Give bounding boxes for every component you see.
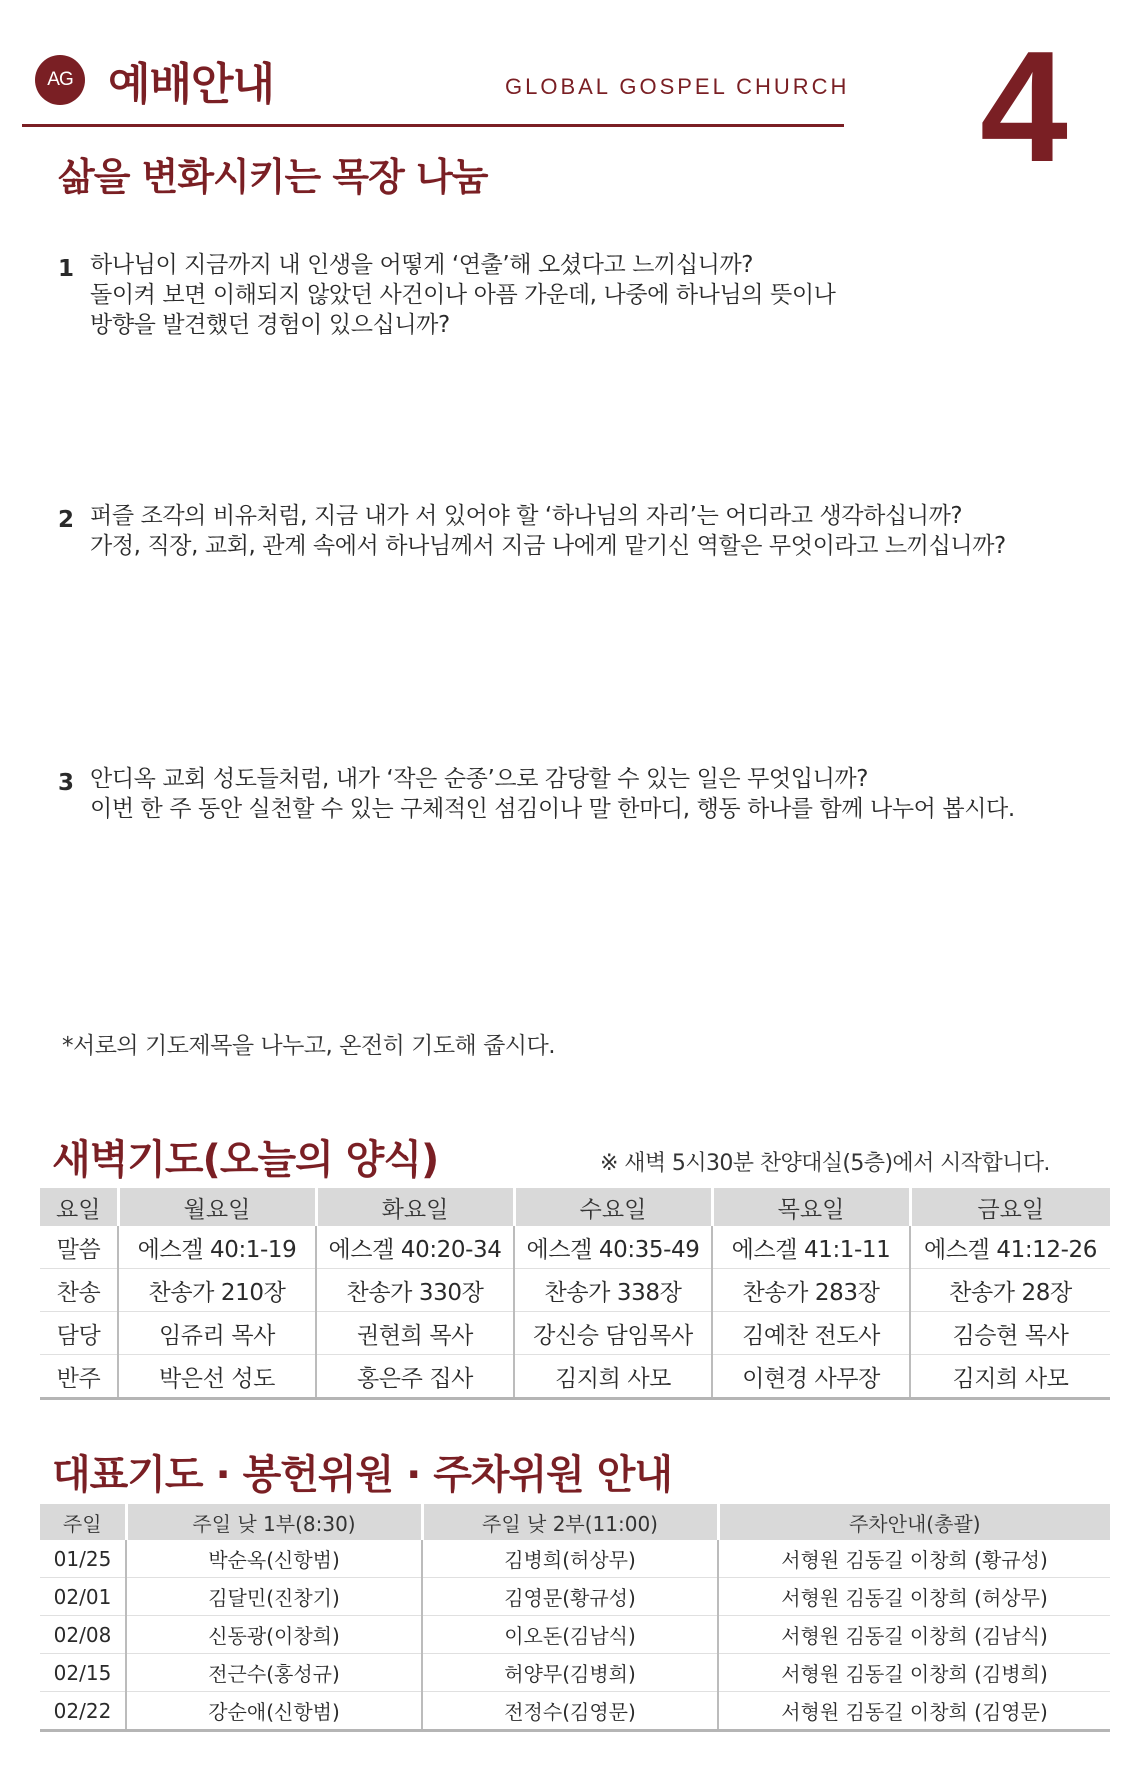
question-text: 안디옥 교회 성도들처럼, 내가 ‘작은 순종’으로 감당할 수 있는 일은 무엇입니까? 이번 한 주 동안 실천할 수 있는 구체적인 섬김이나 말 한마디, 행동 하나를 함께 나누어 봅시다.	[90, 766, 1015, 822]
table-cell: 홍은주 집사	[316, 1355, 514, 1399]
table-cell: 강순애(신항범)	[126, 1692, 422, 1731]
representatives-table	[40, 1504, 1110, 1732]
table-cell: 에스겔 41:1-11	[712, 1226, 910, 1269]
table-cell: 서형원 김동길 이창희 (김영문)	[718, 1692, 1110, 1731]
table-cell: 박은선 성도	[118, 1355, 316, 1399]
table-cell: 찬송가 330장	[316, 1269, 514, 1312]
row-header: 말씀	[40, 1226, 118, 1269]
header-divider	[22, 124, 844, 127]
date-cell: 02/08	[40, 1616, 126, 1654]
table-cell: 찬송가 210장	[118, 1269, 316, 1312]
table-cell: 김지희 사모	[514, 1355, 712, 1399]
table-cell: 에스겔 41:12-26	[910, 1226, 1110, 1269]
table-cell: 김지희 사모	[910, 1355, 1110, 1399]
table-cell: 서형원 김동길 이창희 (허상무)	[718, 1578, 1110, 1616]
table-header-row	[40, 1188, 1110, 1226]
column-header: 화요일	[316, 1188, 514, 1226]
cell-sharing-title: 삶을 변화시키는 목장 나눔	[58, 155, 488, 199]
table-cell: 권현희 목사	[316, 1312, 514, 1355]
table-cell: 에스겔 40:1-19	[118, 1226, 316, 1269]
table-row	[40, 1312, 1110, 1355]
table-cell: 찬송가 283장	[712, 1269, 910, 1312]
column-header: 주차안내(총괄)	[718, 1504, 1110, 1540]
column-header: 월요일	[118, 1188, 316, 1226]
date-cell: 01/25	[40, 1540, 126, 1578]
table-header-row	[40, 1504, 1110, 1540]
church-name: GLOBAL GOSPEL CHURCH	[505, 74, 850, 99]
dawn-prayer-title: 새벽기도(오늘의 양식)	[52, 1137, 439, 1183]
table-cell: 이오돈(김남식)	[422, 1616, 718, 1654]
dawn-prayer-note: ※ 새벽 5시30분 찬양대실(5층)에서 시작합니다.	[600, 1151, 1050, 1176]
table-cell: 김예찬 전도사	[712, 1312, 910, 1355]
table-row	[40, 1654, 1110, 1692]
table-row	[40, 1692, 1110, 1731]
table-cell: 이현경 사무장	[712, 1355, 910, 1399]
date-cell: 02/22	[40, 1692, 126, 1731]
table-cell: 김승현 목사	[910, 1312, 1110, 1355]
question-text: 하나님이 지금까지 내 인생을 어떻게 ‘연출’해 오셨다고 느끼십니까? 돌이켜 보면 이해되지 않았던 사건이나 아픔 가운데, 나중에 하나님의 뜻이나 방향을 발견했던 경험이 있으십니까?	[90, 252, 836, 338]
row-header: 반주	[40, 1355, 118, 1399]
table-cell: 김영문(황규성)	[422, 1578, 718, 1616]
table-row	[40, 1355, 1110, 1399]
table-cell: 서형원 김동길 이창희 (김남식)	[718, 1616, 1110, 1654]
table-row	[40, 1226, 1110, 1269]
question-number: 3	[58, 770, 75, 796]
table-cell: 김달민(진창기)	[126, 1578, 422, 1616]
table-cell: 서형원 김동길 이창희 (황규성)	[718, 1540, 1110, 1578]
page-number: 4	[980, 19, 1068, 195]
question-number: 1	[58, 256, 75, 282]
column-header: 주일	[40, 1504, 126, 1540]
question-text: 퍼즐 조각의 비유처럼, 지금 내가 서 있어야 할 ‘하나님의 자리’는 어디라고 생각하십니까? 가정, 직장, 교회, 관계 속에서 하나님께서 지금 나에게 맡기신 역할은 무엇이라고 느끼십니까?	[90, 503, 1006, 559]
table-row	[40, 1578, 1110, 1616]
date-cell: 02/01	[40, 1578, 126, 1616]
table-cell: 에스겔 40:35-49	[514, 1226, 712, 1269]
table-cell: 에스겔 40:20-34	[316, 1226, 514, 1269]
section-title: 예배안내	[108, 59, 275, 110]
row-header: 담당	[40, 1312, 118, 1355]
table-cell: 전근수(홍성규)	[126, 1654, 422, 1692]
table-cell: 김병희(허상무)	[422, 1540, 718, 1578]
table-cell: 찬송가 28장	[910, 1269, 1110, 1312]
table-cell: 임쥬리 목사	[118, 1312, 316, 1355]
table-cell: 허양무(김병희)	[422, 1654, 718, 1692]
column-header: 금요일	[910, 1188, 1110, 1226]
table-cell: 서형원 김동길 이창희 (김병희)	[718, 1654, 1110, 1692]
table-cell: 강신승 담임목사	[514, 1312, 712, 1355]
column-header: 수요일	[514, 1188, 712, 1226]
date-cell: 02/15	[40, 1654, 126, 1692]
column-header: 주일 낮 2부(11:00)	[422, 1504, 718, 1540]
row-header: 찬송	[40, 1269, 118, 1312]
table-row	[40, 1269, 1110, 1312]
table-cell: 신동광(이창희)	[126, 1616, 422, 1654]
column-header: 요일	[40, 1188, 118, 1226]
table-cell: 전정수(김영문)	[422, 1692, 718, 1731]
table-cell: 박순옥(신항범)	[126, 1540, 422, 1578]
dawn-prayer-table	[40, 1188, 1110, 1400]
column-header: 주일 낮 1부(8:30)	[126, 1504, 422, 1540]
prayer-note: *서로의 기도제목을 나누고, 온전히 기도해 줍시다.	[62, 1033, 556, 1059]
church-logo: AG	[35, 55, 85, 105]
question-number: 2	[58, 507, 75, 533]
column-header: 목요일	[712, 1188, 910, 1226]
representatives-title: 대표기도 · 봉헌위원 · 주차위원 안내	[52, 1452, 672, 1498]
table-cell: 찬송가 338장	[514, 1269, 712, 1312]
table-row	[40, 1540, 1110, 1578]
table-row	[40, 1616, 1110, 1654]
